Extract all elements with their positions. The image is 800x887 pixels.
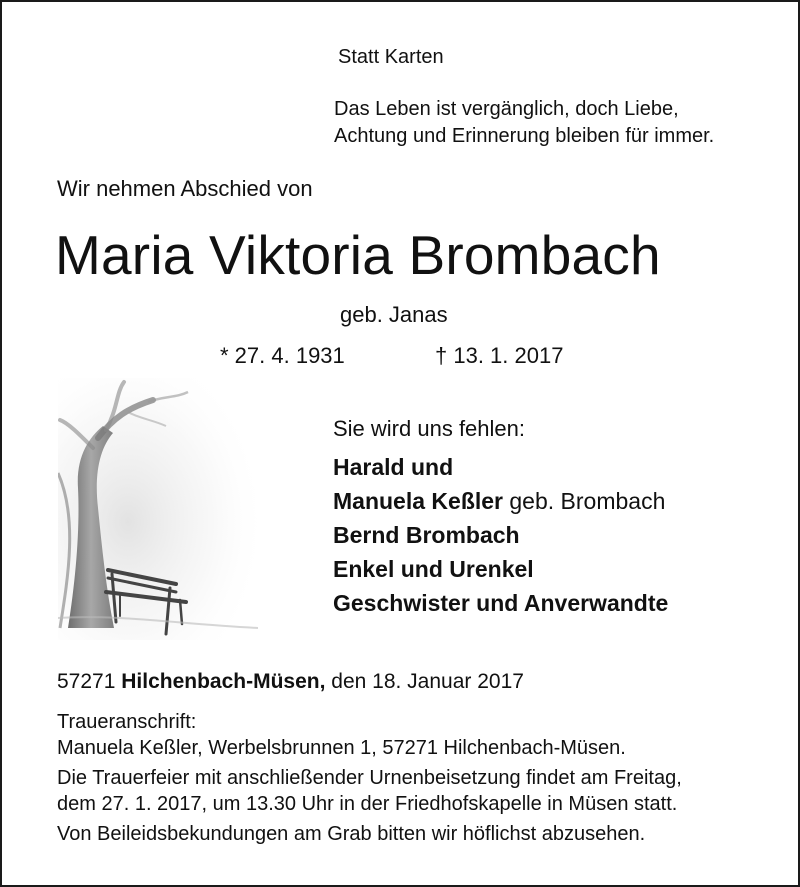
deceased-name: Maria Viktoria Brombach [55,224,661,286]
tree-bench-illustration [58,378,258,640]
address-label: Traueranschrift: [57,711,197,733]
place-date [57,670,524,694]
birth-date: * 27. 4. 1931 [220,343,345,368]
mourner-name: Manuela Keßler [333,488,503,514]
mourning-address: Manuela Keßler, Werbelsbrunnen 1, 57271 Hilchenbach-Müsen. [57,737,626,759]
birth-name: geb. Janas [340,302,448,327]
condolence-note: Von Beileidsbekundungen am Grab bitten wir höflichst abzusehen. [57,823,646,845]
mourner-line: Bernd Brombach [333,522,520,548]
farewell-intro: Wir nehmen Abschied von [57,176,313,201]
ceremony-info: Die Trauerfeier mit anschließender Urnenbeisetzung findet am Freitag, [57,767,682,789]
mourners-intro: Sie wird uns fehlen: [333,416,525,441]
town: Hilchenbach-Müsen, [121,670,326,693]
mourner-line: Geschwister und Anverwandte [333,590,669,616]
quote-line: Achtung und Erinnerung bleiben für immer. [334,125,715,147]
quote-line: Das Leben ist vergänglich, doch Liebe, [334,98,679,120]
zip-code: 57271 [57,670,122,693]
mourner-line [333,484,668,518]
mourner-birth-name: geb. Brombach [503,488,666,514]
mourners-list [333,450,668,620]
mourner-line: Harald und [333,454,454,480]
notice-date: den 18. Januar 2017 [325,670,524,693]
quote [334,96,714,150]
mourner-line: Enkel und Urenkel [333,556,534,582]
funeral-details [57,709,682,847]
death-date: † 13. 1. 2017 [435,343,564,368]
ceremony-info: dem 27. 1. 2017, um 13.30 Uhr in der Friedhofskapelle in Müsen statt. [57,793,678,815]
statt-karten: Statt Karten [338,46,444,68]
